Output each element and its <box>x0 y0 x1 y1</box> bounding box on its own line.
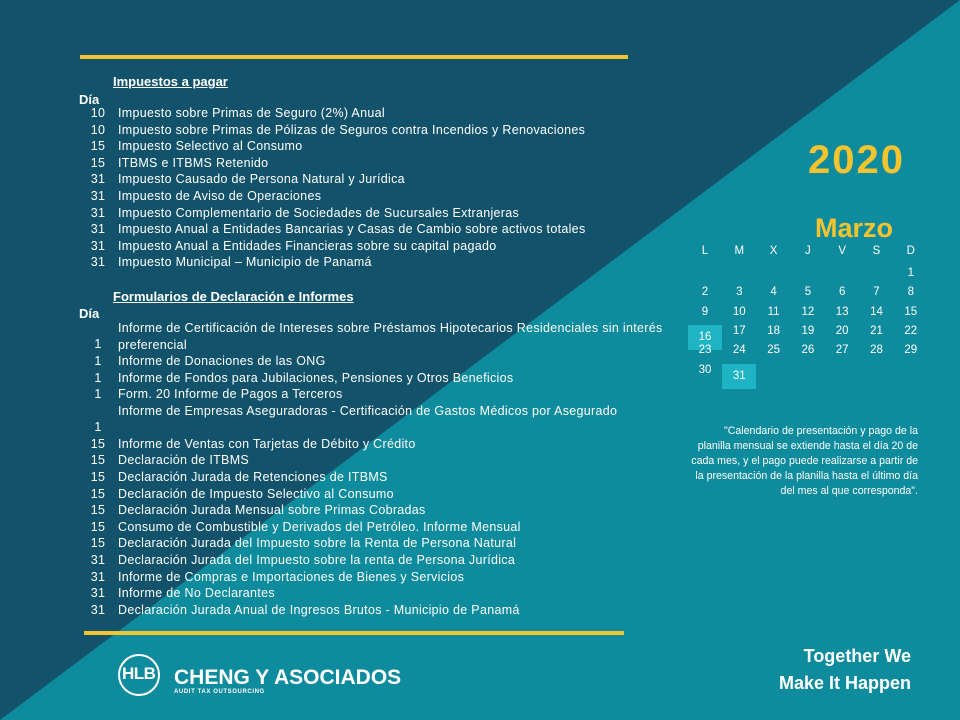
list-item <box>78 486 521 503</box>
weekday-header: V <box>838 245 847 257</box>
calendar-day: 18 <box>767 324 780 337</box>
item-description: Impuesto Complementario de Sociedades de Sucursales Extranjeras <box>118 205 520 220</box>
item-description: Impuesto Causado de Persona Natural y Jurídica <box>118 172 405 187</box>
item-description: Informe de Compras e Importaciones de Bienes y Servicios <box>118 569 465 584</box>
calendar-day: 16 <box>688 325 722 350</box>
item-description: Declaración de ITBMS <box>118 453 250 468</box>
calendar-day: 15 <box>904 305 918 318</box>
item-day: 31 <box>90 172 106 187</box>
item-description: ITBMS e ITBMS Retenido <box>118 155 269 170</box>
weekday-header: J <box>805 245 811 257</box>
list-item <box>78 602 521 619</box>
logo-name: CHENG Y ASOCIADOS <box>174 666 402 689</box>
item-description: Informe de Certificación de Intereses sobre Préstamos Hipotecarios Residenciales sin interés preferencial <box>118 321 663 352</box>
item-description: Impuesto Selectivo al Consumo <box>118 139 303 154</box>
item-day: 15 <box>90 503 106 518</box>
item-day: 31 <box>90 586 106 601</box>
weekday-header: X <box>769 245 778 257</box>
item-day: 31 <box>90 205 106 220</box>
weekday-header: M <box>734 245 745 257</box>
item-day: 10 <box>90 122 106 137</box>
calendar-day: 2 <box>701 286 709 299</box>
calendar-day: 23 <box>698 344 712 357</box>
item-description: Informe de Ventas con Tarjetas de Débito y Crédito <box>118 436 416 451</box>
list-item <box>78 205 586 222</box>
item-description: Declaración de Impuesto Selectivo al Consumo <box>118 486 394 501</box>
weekday-header: S <box>872 245 881 257</box>
year-label: 2020 <box>808 138 905 182</box>
item-day: 31 <box>90 569 106 584</box>
calendar-day: 27 <box>835 344 849 357</box>
forms-list <box>78 320 663 618</box>
list-item <box>78 188 586 205</box>
item-description: Informe de No Declarantes <box>118 586 275 601</box>
item-description: Declaración Jurada del Impuesto sobre la Renta de Persona Natural <box>118 536 517 551</box>
calendar-day: 24 <box>732 344 746 357</box>
calendar-day: 31 <box>722 364 756 389</box>
calendar-day: 3 <box>736 286 743 299</box>
item-day: 1 <box>94 354 102 368</box>
item-description: Impuesto sobre Primas de Seguro (2%) Anual <box>118 106 385 120</box>
item-day: 15 <box>90 536 106 551</box>
logo-hlb: HLB <box>122 664 156 683</box>
calendar-day: 25 <box>767 344 780 357</box>
item-description: Consumo de Combustible y Derivados del Petróleo. Informe Mensual <box>118 519 521 534</box>
slogan <box>779 643 911 697</box>
item-day: 10 <box>90 106 106 120</box>
list-item <box>78 370 521 387</box>
list-item <box>78 569 521 586</box>
item-day: 15 <box>90 519 106 534</box>
bottom-accent-bar <box>84 631 624 635</box>
item-day: 31 <box>90 255 106 270</box>
calendar-day: 20 <box>835 324 849 337</box>
forms-day-label: Día <box>79 306 100 321</box>
calendar-day: 6 <box>838 286 846 299</box>
item-description: Impuesto de Aviso de Operaciones <box>118 188 322 203</box>
forms-title: Formularios de Declaración e Informes <box>113 289 354 304</box>
list-item <box>78 105 586 122</box>
item-day: 15 <box>90 486 106 501</box>
list-item <box>78 138 586 155</box>
taxes-title: Impuestos a pagar <box>113 74 228 89</box>
footnote: "Calendario de presentación y pago de la planilla mensual se extiende hasta el día 20 de cada mes, y el pago puede realizarse a partir de la presentación de la planilla hasta el último día del mes al que corresponda". <box>691 425 918 497</box>
list-item <box>78 552 521 569</box>
item-day: 15 <box>90 453 106 468</box>
list-item <box>78 403 618 436</box>
item-day: 1 <box>94 387 102 402</box>
item-description: Impuesto sobre Primas de Pólizas de Seguros contra Incendios y Renovaciones <box>118 122 586 137</box>
list-item <box>78 535 521 552</box>
item-description: Informe de Fondos para Jubilaciones, Pensiones y Otros Beneficios <box>118 370 514 385</box>
item-day: 31 <box>90 552 106 567</box>
calendar-day: 4 <box>770 286 777 299</box>
item-day: 1 <box>94 370 102 385</box>
calendar-day: 19 <box>801 324 815 337</box>
calendar-day: 1 <box>907 267 914 279</box>
slogan-line-1: Together We <box>803 646 911 666</box>
list-item <box>78 519 521 536</box>
logo-subtitle: AUDIT TAX OUTSOURCING <box>174 689 265 695</box>
calendar-day: 5 <box>804 286 812 299</box>
item-day: 31 <box>90 602 106 617</box>
calendar-day: 30 <box>698 363 712 376</box>
item-description: Impuesto Anual a Entidades Financieras sobre su capital pagado <box>118 238 497 253</box>
calendar-day: 11 <box>767 305 780 318</box>
item-description: Declaración Jurada Mensual sobre Primas Cobradas <box>118 503 426 518</box>
item-day: 1 <box>94 337 102 352</box>
calendar-day: 26 <box>801 344 815 357</box>
list-item <box>78 320 663 353</box>
weekday-header: L <box>701 245 709 257</box>
list-item <box>78 469 521 486</box>
item-description: Informe de Donaciones de las ONG <box>118 354 326 368</box>
list-item <box>78 386 521 403</box>
list-item <box>78 585 521 602</box>
item-description: Form. 20 Informe de Pagos a Terceros <box>118 387 343 402</box>
calendar-day: 7 <box>873 286 880 299</box>
item-day: 1 <box>94 420 102 435</box>
weekday-header: D <box>906 245 915 257</box>
calendar-day: 17 <box>732 324 746 337</box>
item-description: Declaración Jurada Anual de Ingresos Brutos - Municipio de Panamá <box>118 602 520 617</box>
calendar-day: 22 <box>904 324 918 337</box>
calendar-day: 13 <box>835 305 849 318</box>
list-item <box>78 238 586 255</box>
item-day: 31 <box>90 238 106 253</box>
list-item <box>78 122 586 139</box>
taxes-day-label: Día <box>79 92 100 107</box>
list-item <box>78 155 586 172</box>
list-item <box>78 502 521 519</box>
item-day: 31 <box>90 222 106 237</box>
month-label: Marzo <box>815 213 894 243</box>
item-description: Informe de Empresas Aseguradoras - Certificación de Gastos Médicos por Asegurado <box>118 403 618 418</box>
calendar-day: 29 <box>904 344 918 357</box>
calendar-day: 10 <box>732 305 746 318</box>
item-day: 15 <box>90 139 106 154</box>
list-item <box>78 353 521 370</box>
list-item <box>78 171 586 188</box>
item-day: 15 <box>90 155 106 170</box>
item-description: Impuesto Municipal – Municipio de Panamá <box>118 255 372 270</box>
item-day: 31 <box>90 188 106 203</box>
calendar-day: 8 <box>907 286 914 299</box>
calendar-day: 14 <box>870 305 883 318</box>
taxes-list <box>78 105 586 271</box>
list-item <box>78 254 586 271</box>
calendar-day: 21 <box>870 324 883 337</box>
calendar-day: 9 <box>701 305 709 318</box>
item-day: 15 <box>90 469 106 484</box>
calendar-day: 28 <box>870 344 883 357</box>
item-description: Declaración Jurada de Retenciones de ITBMS <box>118 469 388 484</box>
list-item <box>78 452 521 469</box>
item-description: Impuesto Anual a Entidades Bancarias y Casas de Cambio sobre activos totales <box>118 222 586 237</box>
item-description: Declaración Jurada del Impuesto sobre la renta de Persona Jurídica <box>118 552 516 567</box>
list-item <box>78 221 586 238</box>
calendar-day: 12 <box>801 305 815 318</box>
slogan-line-2: Make It Happen <box>778 673 911 693</box>
item-day: 15 <box>90 436 106 451</box>
top-accent-bar <box>80 55 628 59</box>
list-item <box>78 436 521 453</box>
